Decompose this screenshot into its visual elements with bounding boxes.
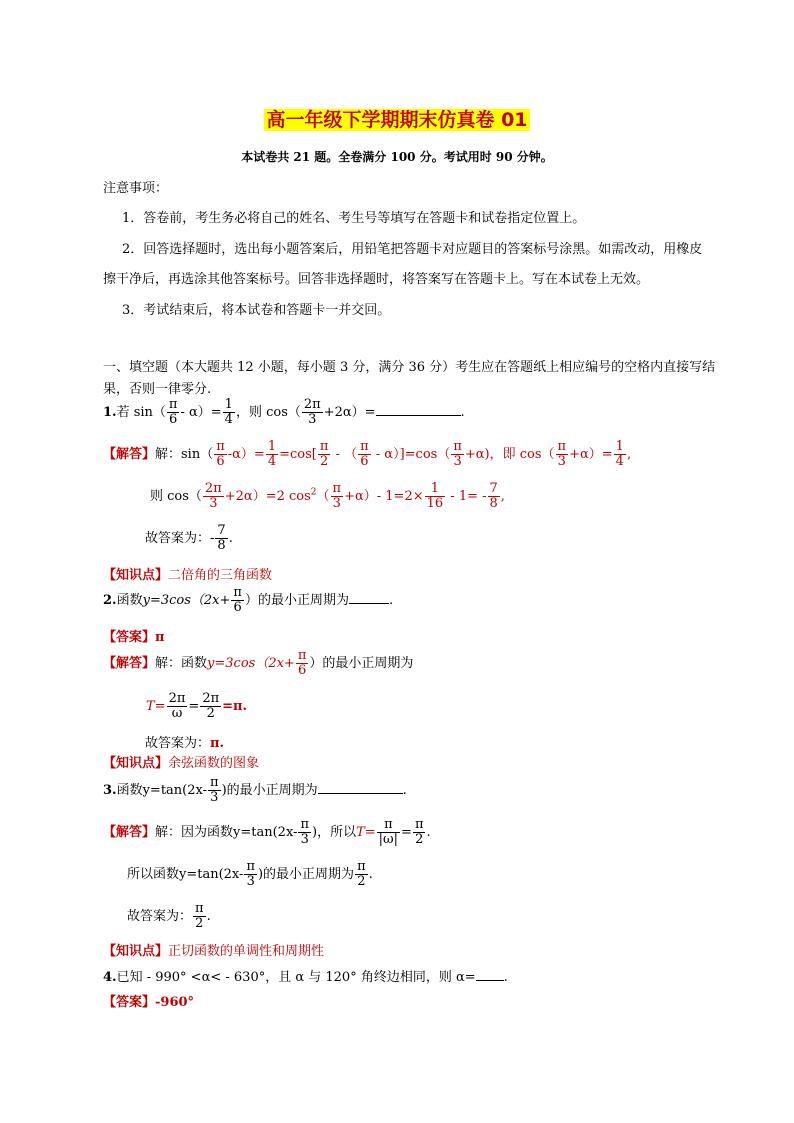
solution-tag: 【解答】 <box>103 825 156 840</box>
q1-solution-line1: 【解答】解：sin（ $\frac{\pi}{6}$ -α）= $\frac{1}{4}$ =cos[ $\frac{\pi}{2}$ - （ $\frac{\pi}{6}$ - α）]=cos（ $\frac{\pi}{3}$ +α)，即 cos（ $\frac{\pi}{3}$ +α）= $\frac{1}{4}$ , <box>103 439 632 469</box>
answer-tag: 【答案】 <box>103 630 156 645</box>
knowledge-tag: 【知识点】 <box>103 568 169 583</box>
q1-solution-line2: 则 cos（ $\frac{2\pi}{3}$ +2α）=2 $\cos^2$（ $\frac{\pi}{3}$ +α）- 1=2× $\frac{1}{16}$ - 1= - $\frac{7}{8}$ , <box>150 481 505 511</box>
q3-knowledge: 【知识点】正切函数的单调性和周期性 <box>103 944 325 959</box>
answer-blank[interactable] <box>376 403 461 416</box>
fraction: $\frac{2\pi}{3}$ <box>303 397 321 427</box>
exam-subtitle: 本试卷共 21 题。全卷满分 100 分。考试用时 90 分钟。 <box>241 150 553 164</box>
answer-tag: 【答案】 <box>103 995 156 1010</box>
q3-solution-line1: 【解答】解：因为函数y=tan(2x- $\frac{\pi}{3}$ )，所以T= $\frac{\pi}{|\omega|}$ = $\frac{\pi}{2}$ . <box>103 817 431 847</box>
knowledge-tag: 【知识点】 <box>103 756 169 771</box>
answer-blank[interactable] <box>349 591 389 604</box>
solution-tag: 【解答】 <box>103 447 156 462</box>
section-heading-line1: 一、填空题（本大题共 12 小题，每小题 3 分，满分 36 分）考生应在答题纸上相应编号的空格内直接写结 <box>103 360 716 375</box>
question-number: 1. <box>103 405 117 420</box>
notice-item-1: 1．答卷前，考生务必将自己的姓名、考生号等填写在答题卡和试卷指定位置上。 <box>122 211 586 226</box>
q2-solution-line1: 【解答】解：函数y=3cos（2x+ $\frac{\pi}{6}$ ）的最小正周期为 <box>103 648 414 678</box>
notice-item-2-cont: 擦干净后，再选涂其他答案标号。回答非选择题时，将答案写在答题卡上。写在本试卷上无效。 <box>103 272 650 287</box>
notice-item-2: 2．回答选择题时，选出每小题答案后，用铅笔把答题卡对应题目的答案标号涂黑。如需改动，用橡皮 <box>122 242 703 257</box>
q3-solution-line2: 所以函数y=tan(2x- $\frac{\pi}{3}$ )的最小正周期为 $\frac{\pi}{2}$ . <box>127 859 373 889</box>
q3-final-answer: 故答案为： $\frac{\pi}{2}$ . <box>127 901 211 931</box>
page-title: 高一年级下学期期末仿真卷 01 <box>266 109 528 131</box>
answer-blank[interactable] <box>476 968 504 981</box>
question-number: 3. <box>103 783 117 798</box>
question-3: 3.函数y=tan(2x- $\frac{\pi}{3}$ )的最小正周期为 . <box>103 775 407 805</box>
fraction: $\frac{\pi}{6}$ <box>168 397 178 427</box>
question-1: 1.若 sin（ $\frac{\pi}{6}$ - α）= $\frac{1}{4}$ ，则 cos（ $\frac{2\pi}{3}$ +2α）= . <box>103 397 465 427</box>
q1-text: - α）= <box>180 405 222 420</box>
q1-knowledge: 【知识点】二倍角的三角函数 <box>103 568 273 583</box>
notice-item-3: 3．考试结束后，将本试卷和答题卡一并交回。 <box>122 303 391 318</box>
q4-answer: 【答案】-960° <box>103 995 195 1010</box>
q1-final-answer: 故答案为：- $\frac{7}{8}$ . <box>145 523 233 553</box>
knowledge-tag: 【知识点】 <box>103 944 169 959</box>
q1-text: ，则 cos（ <box>235 405 301 420</box>
notice-heading: 注意事项： <box>103 181 169 196</box>
q2-final-answer: 故答案为：π. <box>145 736 225 751</box>
solution-tag: 【解答】 <box>103 656 156 671</box>
q2-knowledge: 【知识点】余弦函数的图象 <box>103 756 260 771</box>
question-number: 2. <box>103 593 117 608</box>
answer-blank[interactable] <box>318 781 403 794</box>
q2-solution-line2: T= $\frac{2\pi}{\omega}$ = $\frac{2\pi}{2}$ =π. <box>146 691 248 721</box>
question-number: 4. <box>103 970 117 985</box>
q1-text: +2α）= <box>323 405 376 420</box>
question-2: 2.函数y=3cos（2x+ $\frac{\pi}{6}$ ）的最小正周期为 . <box>103 585 394 615</box>
q2-answer: 【答案】π <box>103 630 165 645</box>
section-heading-line2: 果，否则一律零分. <box>103 382 212 397</box>
fraction: $\frac{1}{4}$ <box>224 397 233 427</box>
question-4: 4.已知 - 990° <α< - 630°，且 α 与 120° 角终边相同，则 α= . <box>103 970 508 985</box>
q1-text: 若 sin（ <box>116 405 166 420</box>
